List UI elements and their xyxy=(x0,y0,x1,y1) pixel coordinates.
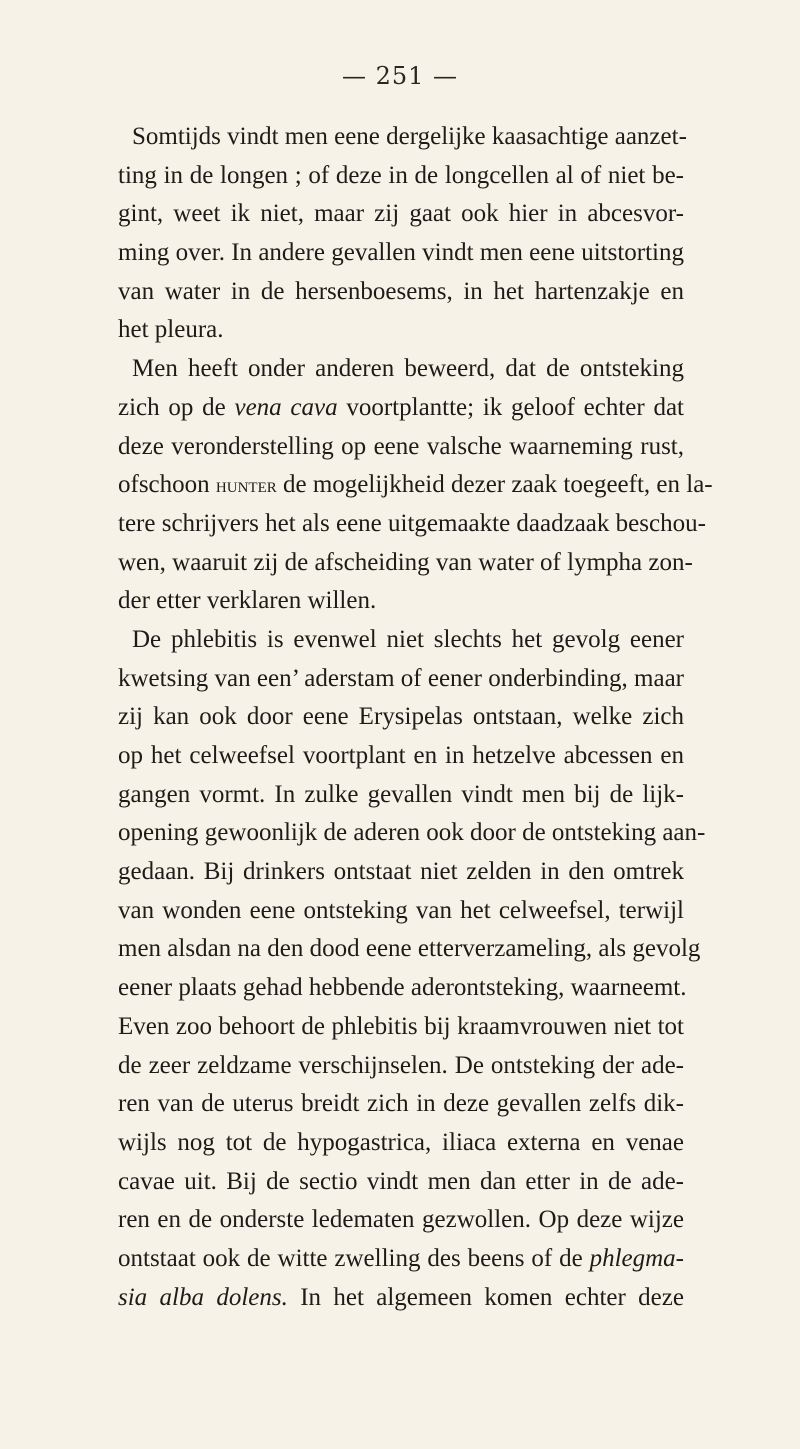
text-line xyxy=(118,969,687,1008)
text-span: de mogelijkheid dezer zaak toegeeft, en la- xyxy=(276,471,713,499)
text-line xyxy=(118,853,684,892)
text-line xyxy=(118,389,684,428)
text-span: wen, waaruit zij de afscheiding van water of lympha zon- xyxy=(118,548,693,576)
small-caps-name: hunter xyxy=(215,473,277,498)
text-line xyxy=(118,621,684,660)
text-span: gangen vormt. In zulke gevallen vindt men bij de lijk- xyxy=(118,780,684,808)
text-span: Men heeft onder anderen beweerd, dat de ontsteking xyxy=(132,355,684,383)
text-span: eener plaats gehad hebbende aderontsteking, waarneemt. xyxy=(118,974,687,1002)
text-line xyxy=(118,311,684,350)
text-span: ontstaat ook de witte zwelling des beens of de xyxy=(118,1244,590,1272)
text-span: ren van de uterus breidt zich in deze gevallen zelfs dik- xyxy=(118,1090,684,1118)
text-span: de zeer zeldzame verschijnselen. De ontsteking der ade- xyxy=(118,1051,684,1079)
text-line xyxy=(118,1085,684,1124)
italic-text: vena cava xyxy=(234,393,338,421)
text-line xyxy=(118,195,684,234)
text-line xyxy=(118,582,684,621)
text-line xyxy=(118,505,706,544)
text-span: op het celweefsel voortplant en in hetzelve abcessen en xyxy=(118,742,684,769)
text-span: zij kan ook door eene Erysipelas ontstaan, welke zich xyxy=(118,703,684,731)
text-span: kwetsing van een’ aderstam of eener onderbinding, maar xyxy=(118,664,684,692)
text-span: opening gewoonlijk de aderen ook door de ontsteking aan- xyxy=(118,819,706,847)
page-number: — 251 — xyxy=(341,62,459,90)
text-line xyxy=(118,1163,684,1202)
text-line xyxy=(118,660,684,699)
text-line xyxy=(118,1124,684,1163)
text-span: het pleura. xyxy=(118,316,224,344)
text-span: voortplantte; ik geloof echter dat xyxy=(337,393,684,421)
text-line xyxy=(118,466,713,505)
text-line xyxy=(118,737,684,776)
text-line xyxy=(118,892,684,931)
text-line xyxy=(118,157,684,196)
text-span: deze veronderstelling op eene valsche waarneming rust, xyxy=(118,432,684,460)
italic-text: phlegma- xyxy=(589,1244,684,1272)
text-line xyxy=(118,234,684,273)
text-span: Even zoo behoort de phlebitis bij kraamvrouwen niet tot xyxy=(118,1012,684,1040)
text-line xyxy=(118,1279,684,1318)
text-line xyxy=(118,428,684,467)
text-line xyxy=(118,273,684,312)
body-text xyxy=(118,118,713,1317)
text-span: men alsdan na den dood eene etterverzameling, als gevolg xyxy=(118,935,701,963)
text-line xyxy=(118,544,693,583)
text-span: van water in de hersenboesems, in het hartenzakje en xyxy=(118,277,684,305)
text-span: De phlebitis is evenwel niet slechts het gevolg eener xyxy=(132,625,684,653)
text-span: gint, weet ik niet, maar zij gaat ook hier in abcesvor- xyxy=(118,200,684,228)
text-span: van wonden eene ontsteking van het celweefsel, terwijl xyxy=(118,896,684,924)
text-line xyxy=(118,350,684,389)
text-span: gedaan. Bij drinkers ontstaat niet zelden in den omtrek xyxy=(118,858,684,886)
italic-text: sia alba dolens. xyxy=(118,1283,288,1311)
text-span: Somtijds vindt men eene dergelijke kaasachtige aanzet- xyxy=(132,123,687,150)
text-span: In het algemeen komen echter deze xyxy=(287,1283,684,1311)
text-line xyxy=(118,118,687,157)
text-span: ting in de longen ; of deze in de longcellen al of niet be- xyxy=(118,161,684,189)
text-span: der etter verklaren willen. xyxy=(118,587,377,615)
text-span: ming over. In andere gevallen vindt men eene uitstorting xyxy=(118,239,684,267)
text-span: wijls nog tot de hypogastrica, iliaca externa en venae xyxy=(118,1128,684,1156)
text-span: zich op de xyxy=(118,393,235,421)
text-line xyxy=(118,814,706,853)
text-line xyxy=(118,930,701,969)
text-line xyxy=(118,1240,684,1279)
text-line xyxy=(118,698,684,737)
text-line xyxy=(118,776,684,815)
text-span: cavae uit. Bij de sectio vindt men dan etter in de ade- xyxy=(118,1167,684,1195)
text-span: ofschoon xyxy=(118,471,216,499)
text-span: tere schrijvers het als eene uitgemaakte daadzaak beschou- xyxy=(118,509,706,537)
text-line xyxy=(118,1047,684,1086)
text-line xyxy=(118,1008,684,1047)
text-line xyxy=(118,1201,684,1240)
text-span: ren en de onderste ledematen gezwollen. Op deze wijze xyxy=(118,1206,684,1234)
